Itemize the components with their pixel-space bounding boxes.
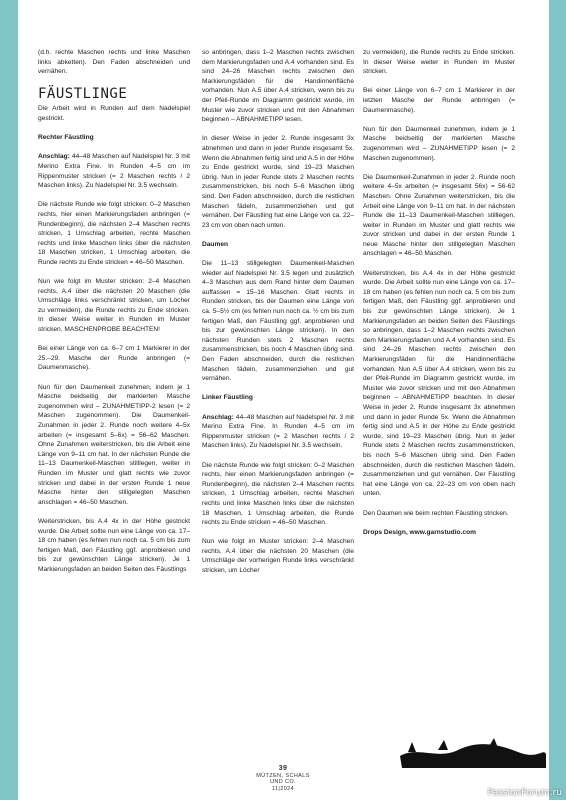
subheading: Linker Fäustling [202, 394, 253, 402]
paragraph: Weiterstricken, bis A.4 4x in der Höhe gestrickt wurde. Die Arbeit sollte nun eine Länge von ca. 17–18 cm haben (es fehlen nun noch ca. 5 cm bis zum fertigen Maß, den Fäustling ggf. anprobieren und bis zur gewünschten Länge stricken). Je 1 Markierungsfaden an beiden Seiten des Fäustlings [38, 517, 190, 573]
column-3 [363, 48, 515, 547]
footer-issue: 11|2024 [271, 785, 295, 792]
watermark: PassionForum.ru [487, 788, 562, 798]
paragraph: Nun wie folgt im Muster stricken: 2–4 Maschen rechts, A.4 über die nächsten 20 Maschen (die Umschläge der vorherigen Runde links verschränkt stricken, um Löcher [202, 538, 354, 575]
paragraph: (d.h. rechte Maschen rechts und linke Maschen links abketten). Den Faden abschneiden und vernähen. [38, 49, 190, 76]
paragraph: Den Daumen wie beim rechten Fäustling stricken. [363, 509, 509, 517]
paragraph [202, 413, 354, 451]
paragraph: In dieser Weise in jeder 2. Runde insgesamt 3x abnehmen und dann in jeder Runde insgesamt 5x. Wenn die Abnahmen fertig sind und A.5 in der Höhe zu Ende gestrickt wurde, sind 19–23 Maschen übrig. Nun in jeder Runde stets 2 Maschen rechts zusammenstricken, bis noch 5–6 Maschen übrig sind. Den Faden abschneiden, durch die restlichen Maschen fädeln, zusammenziehen und gut vernähen. Der Fäustling hat eine Länge von ca. 22–23 cm von oben nach unten. [202, 135, 354, 229]
subheading: Daumen [202, 240, 229, 248]
label: Anschlag: [38, 153, 70, 161]
paragraph: Bei einer Länge von ca. 6–7 cm 1 Markierer in der 25.–29. Masche der Runde anbringen (= Daumenmasche). [38, 345, 190, 372]
right-accent-stripe [549, 0, 566, 800]
page-footer [0, 766, 566, 792]
paragraph: Die nächste Runde wie folgt stricken: 0–2 Maschen rechts, hier einen Markierungsfaden anbringen (= Rundenbeginn), die nächsten 2–4 Maschen rechts stricken, 1 Umschlag arbeiten, rechte Maschen rechts und linke Maschen links über die nächsten 18 Maschen stricken, 1 Umschlag arbeiten, die Runde rechts zu Ende stricken = 46–50 Maschen. [38, 201, 190, 266]
footer-section-line: MÜTZEN, SCHALS [256, 772, 310, 779]
section-heading: FÄUSTLINGE [38, 86, 128, 103]
label: Anschlag: [202, 413, 234, 421]
paragraph: zu vermeiden), die Runde rechts zu Ende stricken. In dieser Weise weiter in Runden im Muster stricken. [363, 49, 515, 76]
column-1 [38, 48, 190, 584]
footer-section-line: UND CO. [269, 779, 297, 785]
paragraph: Bei einer Länge von 6–7 cm 1 Markierer in der letzten Masche der Runde anbringen (= Daumenmasche). [363, 87, 515, 114]
paragraph: so anbringen, dass 1–2 Maschen rechts zwischen dem Markierungsfaden und A.4 vorhanden sind. Es sind 24–26 Maschen rechts zwischen den Markierungsfäden für die Handinnenfläche vorhanden. Nun A.5 über A.4 stricken, wenn bis zu der Pfeil-Runde im Diagramm gestrickt wurde, im Muster wie zuvor stricken und mit den Abnahmen beginnen – ABNAHMETIPP lesen. [202, 49, 354, 124]
left-accent-stripe [0, 0, 18, 800]
paragraph: Die Daumenkeil-Zunahmen in jeder 2. Runde noch weitere 4–5x arbeiten (= insgesamt 56x) = 56-62 Maschen. Ohne Zunahmen weiterstricken, bis die Arbeit eine Länge von 9–11 cm hat. In der nächsten Runde die 11–13 Daumenkeil-Maschen stilllegen, weiter in Runden im Muster und glatt rechts wie zuvor stricken und dabei in der ersten Runde 1 neue Masche hinter den stillgelegten Maschen anschlagen = 46–50 Maschen. [363, 173, 515, 258]
paragraph: Nun für den Daumenkeil zunehmen, indem je 1 Masche beidseitig der markierten Masche zugenommen wird – ZUNAHMETIPP-2 lesen (= 2 Maschen zugenommen). Die Daumenkeil-Zunahmen in jeder 2. Runde noch weitere 4–5x arbeiten (= insgesamt 5–6x) = 56–62 Maschen. Ohne Zunahmen weiterstricken, bis die Arbeit eine Länge von 9–11 cm hat. In der nächsten Runde die 11–13 Daumenkeil-Maschen stilllegen, weiter in Runden im Muster und glatt rechts wie zuvor stricken und dabei in der ersten Runde 1 neue Masche hinter den stillgelegten Maschen anschlagen = 46–50 Maschen. [38, 383, 190, 506]
subheading: Rechter Fäustling [38, 134, 94, 142]
paragraph: Die Arbeit wird in Runden auf dem Nadelspiel gestrickt. [38, 105, 190, 122]
column-2 [202, 48, 354, 585]
paragraph-text: 44–48 Maschen auf Nadelspiel Nr. 3 mit Merino Extra Fine. In Runden 4–5 cm im Rippenmuster stricken (= 2 Maschen rechts / 2 Maschen links). Zu Nadelspiel Nr. 3.5 wechseln. [38, 153, 190, 190]
paragraph: Die nächste Runde wie folgt stricken: 0–2 Maschen rechts, hier einen Markierungsfaden anbringen (= Rundenbeginn), die nächsten 2–4 Maschen rechts stricken, 1 Umschlag arbeiten, rechte Maschen rechts und linke Maschen links über die nächsten 18 Maschen, 1 Umschlag arbeiten, die Runde rechts zu Ende stricken = 46–50 Maschen. [202, 461, 354, 527]
paragraph: Nun wie folgt im Muster stricken: 2–4 Maschen rechts, A.4 über die nächsten 20 Maschen (die Umschläge links verschränkt stricken, um Löcher zu vermeiden), die Runde rechts zu Ende stricken. In dieser Weise weiter in Runden im Muster stricken. MASCHENPROBE BEACHTEN! [38, 278, 190, 334]
paragraph: Die 11–13 stillgelegten Daumenkeil-Maschen wieder auf Nadelspiel Nr. 3.5 legen und zusätzlich 4–3 Maschen aus dem Rand hinter dem Daumen auffassen = 15–16 Maschen. Glatt rechts in Runden stricken, bis der Daumen eine Länge von ca. 5–5½ cm (es fehlen nun noch ca. ½ cm bis zum fertigen Maß, den Fäustling ggf. anprobieren und bis zur gewünschten Länge stricken). In den nächsten Runden stets 2 Maschen rechts zusammenstricken, bis noch 4 Maschen übrig sind. Den Faden abschneiden, durch die restlichen Maschen fädeln, zusammenziehen und gut vernähen. [202, 260, 354, 383]
paragraph [38, 152, 190, 190]
paragraph: Weiterstricken, bis A.4 4x in der Höhe gestrickt wurde. Die Arbeit sollte nun eine Länge von ca. 17–18 cm haben (es fehlen nun noch ca. 5 cm bis zum fertigen Maß, den Fäustling ggf. anprobieren und bis zur gewünschten Länge stricken). Je 1 Markierungsfaden an beiden Seiten des Fäustlings so anbringen, dass 1–2 Maschen rechts zwischen dem Markierungsfaden und A.4 vorhanden sind. Es sind 24–26 Maschen rechts zwischen den Markierungsfäden für die Handinnenfläche vorhanden. Nun A.5 über A.4 stricken, wenn bis zu der Pfeil-Runde im Diagramm gestrickt wurde, im Muster wie zuvor stricken und mit den Abnahmen beginnen – ABNAHMETIPP beachten. In dieser Weise in jeder 2. Runde insgesamt 3x abnehmen und dann in jeder Runde 5x. Wenn die Abnahmen fertig sind und A.5 in der Höhe zu Ende gestrickt wurde, sind 19–23 Maschen übrig. Nun in jeder Runde stets 2 Maschen rechts zusammenstricken, bis noch 5–6 Maschen übrig sind. Den Faden abschneiden, durch die restlichen Maschen fädeln, zusammenziehen und gut vernähen. Der Fäustling hat eine Länge von ca. 22–23 cm von oben nach unten. [363, 269, 515, 498]
page-number: 39 [278, 765, 288, 772]
paragraph-text: 44–48 Maschen auf Nadelspiel Nr. 3 mit Merino Extra Fine. In Runden 4–5 cm im Rippenmuster stricken (= 2 Maschen rechts / 2 Maschen links). Zu Nadelspiel Nr. 3.5 wechseln. [202, 413, 354, 450]
credit-line: Drops Design, www.garnstudio.com [363, 528, 476, 536]
paragraph: Nun für den Daumenkeil zunehmen, indem je 1 Masche beidseitig der markierten Masche zugenommen wird – ZUNAHMETIPP lesen (= 2 Maschen zugenommen). [363, 125, 515, 162]
